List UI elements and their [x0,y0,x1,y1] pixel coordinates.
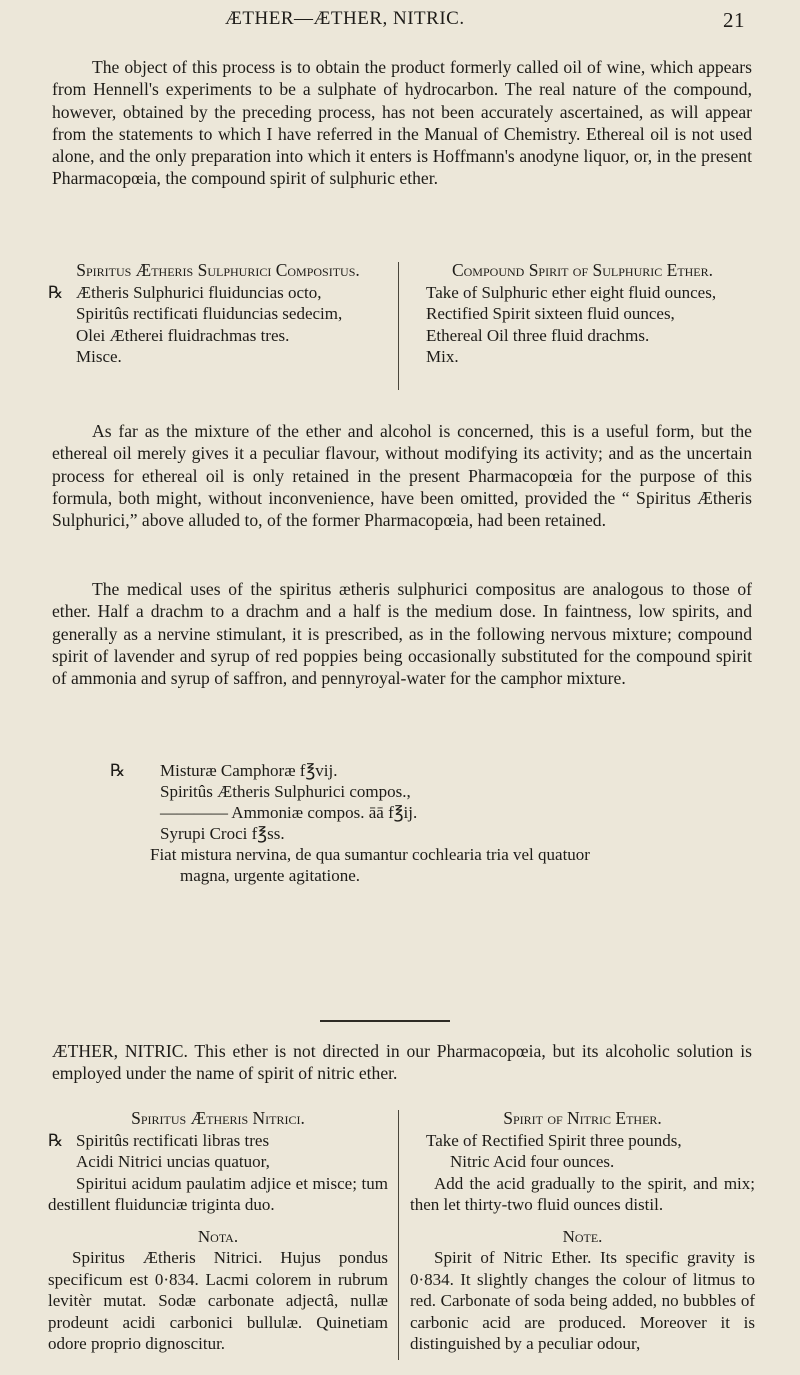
sulphuric-english-title: Compound Spirit of Sulphuric Ether. [451,260,714,280]
column-divider-2 [398,1110,399,1360]
prescription-line1: Misturæ Camphoræ f℥vij. [160,761,338,780]
sulphuric-english-line4: Mix. [426,347,459,366]
sulphuric-latin-column [48,260,388,368]
nitric-english-line2: Nitric Acid four ounces. [450,1152,615,1171]
section-rule [320,1020,450,1022]
nitric-english-column [410,1108,755,1355]
running-header [225,8,745,30]
sulphuric-latin-line4: Misce. [76,347,122,366]
sulphuric-english-column [410,260,755,368]
nitric-english-title: Spirit of Nitric Ether. [503,1108,662,1128]
nitric-latin-line2: Acidi Nitrici uncias quatuor, [76,1152,270,1171]
prescription-line5: Fiat mistura nervina, de qua sumantur cochlearia tria vel quatuor [150,845,590,864]
sulphuric-latin-line3: Olei Ætherei fluidrachmas tres. [76,325,290,345]
nitric-latin-line1: ℞ Spiritûs rectificati libras tres [48,1130,388,1152]
prescription-line6: magna, urgente agitatione. [180,866,361,885]
nitric-english-line3: Add the acid gradually to the spirit, and mix; then let thirty-two fluid ounces distil. [410,1173,755,1214]
sulphuric-english-line1: Take of Sulphuric ether eight fluid ounces, [426,282,717,302]
sulphuric-latin-line1: ℞ Ætheris Sulphurici fluiduncias octo, [48,282,388,304]
nitric-english-line1: Take of Rectified Spirit three pounds, [426,1130,682,1150]
nitric-latin-column [48,1108,388,1355]
nitric-latin-line3: Spiritui acidum paulatim adjice et misce; tum destillent fluidunciæ triginta duo. [48,1173,388,1214]
nitric-english-note-title: Note. [562,1226,603,1246]
running-title: ÆTHER—ÆTHER, NITRIC. [225,8,465,29]
prescription-line2: Spiritûs Ætheris Sulphurici compos., [160,782,411,801]
recipe-symbol: ℞ [110,761,126,780]
nervous-mixture-prescription [110,760,750,886]
column-divider [398,262,399,390]
paragraph-medical-uses: The medical uses of the spiritus ætheris sulphurici compositus are analogous to those of ether. Half a drachm to a drachm and a half is the medium dose. In faintness, low spirits, and generally as a nervine stimulant, it is prescribed, as in the following nervous mixture; compound spirit of lavender and syrup of red poppies being occasionally substituted for the compound spirit of ammonia and syrup of saffron, and pennyroyal-water for the camphor mixture. [52,579,752,689]
nitric-english-note-body: Spirit of Nitric Ether. Its specific gravity is 0·834. It slightly changes the colour of litmus to red. Carbonate of soda being added, no bubbles of carbonic acid are produced. Moreover it is distinguished by a peculiar odour, [410,1248,755,1353]
sulphuric-latin-line2: Spiritûs rectificati fluiduncias sedecim, [76,304,343,323]
prescription-line4: Syrupi Croci f℥ss. [160,824,285,843]
paragraph-mixture: As far as the mixture of the ether and alcohol is concerned, this is a useful form, but the ethereal oil merely gives it a peculiar flavour, without modifying its activity; and as the uncertain process for ethereal oil is only retained in the present Pharmacopœia for the purpose of this formula, both might, without inconvenience, have been omitted, provided the “ Spiritus Ætheris Sulphurici,” above alluded to, of the former Pharmacopœia, had been retained. [52,421,752,531]
paragraph-nitric-ether: ÆTHER, NITRIC. This ether is not directed in our Pharmacopœia, but its alcoholic solution is employed under the name of spirit of nitric ether. [52,1041,752,1084]
sulphuric-english-line2: Rectified Spirit sixteen fluid ounces, [426,304,675,323]
nitric-latin-title: Spiritus Ætheris Nitrici. [131,1108,305,1128]
nitric-latin-note-body: Spiritus Ætheris Nitrici. Hujus pondus specificum est 0·834. Lacmi colorem in rubrum levitèr mutat. Sodæ carbonate adjectâ, nullæ prodeunt acidi carbonici bullulæ. Quinetiam odore proprio dignoscitur. [48,1248,388,1353]
intro-paragraph: The object of this process is to obtain the product formerly called oil of wine, which appears from Hennell's experiments to be a sulphate of hydrocarbon. The real nature of the compound, however, obtained by the preceding process, has not been accurately ascertained, as will appear from the statements to which I have referred in the Manual of Chemistry. Ethereal oil is not used alone, and the only preparation into which it enters is Hoffmann's anodyne liquor, or, in the present Pharmacopœia, the compound spirit of sulphuric ether. [52,57,752,189]
sulphuric-latin-title: Spiritus Ætheris Sulphurici Compositus. [76,260,360,280]
nitric-latin-note-title: Nota. [197,1226,239,1246]
sulphuric-english-line3: Ethereal Oil three fluid drachms. [426,325,650,345]
page-number: 21 [723,8,745,32]
prescription-line3: ———— Ammoniæ compos. āā f℥ij. [160,803,418,822]
